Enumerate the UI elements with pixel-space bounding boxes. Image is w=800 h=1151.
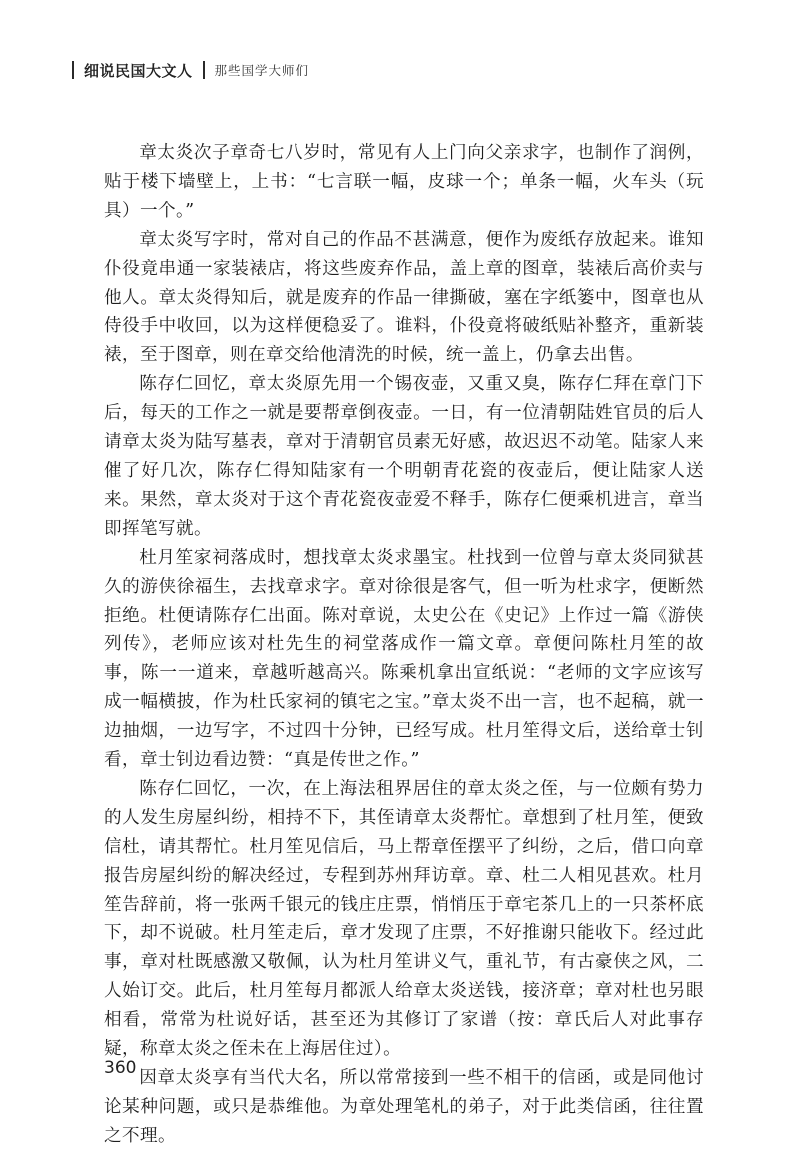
running-header xyxy=(72,58,309,82)
body-text xyxy=(104,139,704,1151)
series-title: 那些国学大师们 xyxy=(214,63,310,78)
book-title: 细说民国大文人 xyxy=(84,61,193,80)
header-divider-bar xyxy=(203,61,205,79)
paragraph: 陈存仁回忆，一次，在上海法租界居住的章太炎之侄，与一位颇有势力的人发生房屋纠纷，相持不下，其侄请章太炎帮忙。章想到了杜月笙，便致信杜，请其帮忙。杜月笙见信后，马上帮章侄摆平了纠纷，之后，借口向章报告房屋纠纷的解决经过，专程到苏州拜访章。章、杜二人相见甚欢。杜月笙告辞前，将一张两千银元的钱庄庄票，悄悄压于章宅茶几上的一只茶杯底下，却不说破。杜月笙走后，章才发现了庄票，不好推谢只能收下。经过此事，章对杜既感激又敬佩，认为杜月笙讲义气，重礼节，有古豪侠之风，二人始订交。此后，杜月笙每月都派人给章太炎送钱，接济章；章对杜也另眼相看，常常为杜说好话，甚至还为其修订了家谱（按：章氏后人对此事存疑，称章太炎之侄未在上海居住过）。 xyxy=(104,778,704,1060)
page-number: 360 xyxy=(104,1058,137,1078)
paragraph: 因章太炎享有当代大名，所以常常接到一些不相干的信函，或是同他讨论某种问题，或只是恭维他。为章处理笔札的弟子，对于此类信函，往往置之不理。 xyxy=(104,1068,704,1146)
paragraph: 杜月笙家祠落成时，想找章太炎求墨宝。杜找到一位曾与章太炎同狱甚久的游侠徐福生，去找章求字。章对徐很是客气，但一听为杜求字，便断然拒绝。杜便请陈存仁出面。陈对章说，太史公在《史记》上作过一篇《游侠列传》，老师应该对杜先生的祠堂落成作一篇文章。章便问陈杜月笙的故事，陈一一道来，章越听越高兴。陈乘机拿出宣纸说：“老师的文字应该写成一幅横披，作为杜氏家祠的镇宅之宝。”章太炎不出一言，也不起稿，就一边抽烟，一边写字，不过四十分钟，已经写成。杜月笙得文后，送给章士钊看，章士钊边看边赞：“真是传世之作。” xyxy=(104,547,704,771)
paragraph: 陈存仁回忆，章太炎原先用一个锡夜壶，又重又臭，陈存仁拜在章门下后，每天的工作之一就是要帮章倒夜壶。一日，有一位清朝陆姓官员的后人请章太炎为陆写墓表，章对于清朝官员素无好感，故迟迟不动笔。陆家人来催了好几次，陈存仁得知陆家有一个明朝青花瓷的夜壶后，便让陆家人送来。果然，章太炎对于这个青花瓷夜壶爱不释手，陈存仁便乘机进言，章当即挥笔写就。 xyxy=(104,374,704,539)
paragraph: 章太炎次子章奇七八岁时，常见有人上门向父亲求字，也制作了润例，贴于楼下墙壁上，上书：“七言联一幅，皮球一个；单条一幅，火车头（玩具）一个。” xyxy=(104,143,704,221)
paragraph: 章太炎写字时，常对自己的作品不甚满意，便作为废纸存放起来。谁知仆役竟串通一家装裱店，将这些废弃作品，盖上章的图章，装裱后高价卖与他人。章太炎得知后，就是废弃的作品一律撕破，塞在字纸篓中，图章也从侍役手中收回，以为这样便稳妥了。谁料，仆役竟将破纸贴补整齐，重新装裱，至于图章，则在章交给他清洗的时候，统一盖上，仍拿去出售。 xyxy=(104,229,704,366)
header-left-bar xyxy=(72,61,74,79)
